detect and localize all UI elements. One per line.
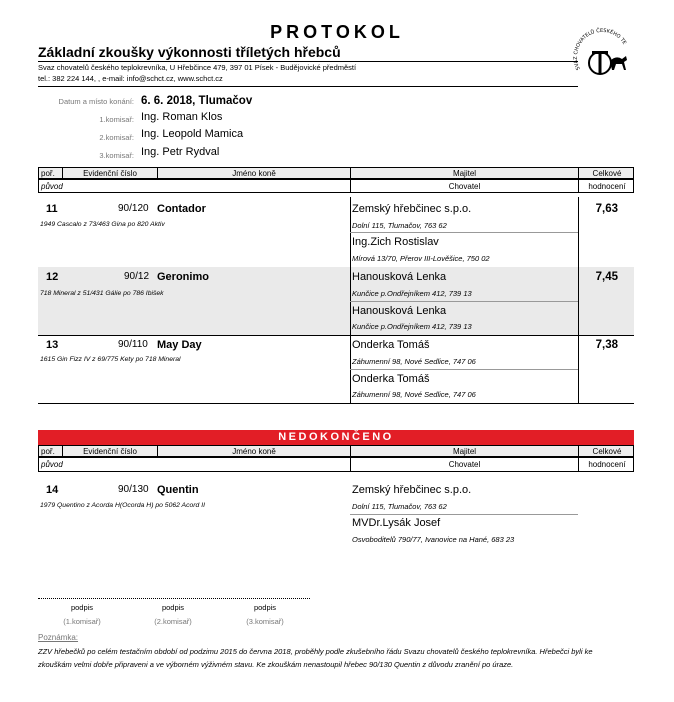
col-owner: Majitel (351, 446, 579, 456)
col-score-2: hodnocení (588, 460, 626, 469)
note-title: Poznámka: (38, 633, 79, 642)
pedigree: 1949 Cascalo z 73/463 Gina po 820 Aktiv (40, 221, 165, 228)
logo-text: SVAZ CHOVATELŮ ČESKÉHO TE (572, 27, 628, 71)
col-order: poř. (39, 168, 63, 178)
owner-address: Dolní 115, Tlumačov, 763 62 (352, 502, 447, 511)
entry-reg: 90/110 (118, 339, 148, 350)
commissioner-name-1: Ing. Roman Klos (141, 111, 223, 123)
pedigree: 1615 Gin Fizz IV z 69/775 Kety po 718 Mineral (40, 356, 181, 363)
entry-reg: 90/120 (118, 203, 149, 214)
entry-reg: 90/12 (124, 271, 150, 282)
signature-role-2: (2.komisař) (154, 617, 192, 626)
breeder-name: MVDr.Lysák Josef (352, 517, 441, 529)
col-name: Jméno koně (158, 446, 351, 456)
col-origin: původ (39, 458, 351, 471)
row-separator (350, 514, 578, 515)
table-header-2 (38, 445, 634, 472)
col-breeder: Chovatel (351, 458, 579, 471)
table-header (38, 167, 634, 193)
page-title: PROTOKOL (270, 22, 404, 42)
col-breeder: Chovatel (351, 180, 579, 192)
breeder-name: Ing.Zich Rostislav (352, 236, 439, 248)
date-value: 6. 6. 2018, Tlumačov (141, 95, 253, 107)
unfinished-banner: NEDOKONČENO (38, 430, 634, 445)
col-score-1: Celkové (592, 447, 622, 456)
row-separator (350, 369, 578, 370)
breeder-address: Kunčice p.Ondřejníkem 412, 739 13 (352, 322, 472, 331)
pedigree: 1979 Quentino z Acorda H(Ocorda H) po 5062 Acord II (40, 502, 205, 509)
pedigree: 718 Mineral z 51/431 Gálie po 786 Ibišek (40, 290, 164, 297)
table-row (38, 476, 634, 548)
header-rule (38, 61, 578, 62)
score: 7,63 (595, 203, 618, 215)
col-score-2: hodnocení (588, 182, 626, 191)
horse-name: Geronimo (157, 271, 209, 283)
owner-name: Hanousková Lenka (352, 271, 447, 283)
owner-name: Zemský hřebčinec s.p.o. (352, 203, 472, 215)
entry-order: 14 (46, 484, 59, 496)
commissioner-name-3: Ing. Petr Rydval (141, 146, 220, 158)
owner-address: Kunčice p.Ondřejníkem 412, 739 13 (352, 289, 472, 298)
org-address: Svaz chovatelů českého teplokrevníka, U Hřebčince 479, 397 01 Písek - Budějovické předměstí (38, 63, 357, 72)
score: 7,38 (595, 339, 618, 351)
entry-order: 13 (46, 339, 59, 351)
breeder-address: Mírová 13/70, Přerov III-Lověšice, 750 02 (352, 254, 490, 263)
page-subtitle: Základní zkoušky výkonnosti tříletých hřebců (38, 44, 341, 60)
horse-name: Contador (157, 203, 206, 215)
breeder-name: Hanousková Lenka (352, 305, 447, 317)
signature-label-2: podpis (161, 603, 185, 612)
signature-role-3: (3.komisař) (246, 617, 284, 626)
schct-logo-icon (570, 25, 634, 89)
signature-role-1: (1.komisař) (63, 617, 101, 626)
col-owner: Majitel (351, 168, 579, 178)
commissioner-label-1: 1.komisař: (99, 115, 134, 124)
score: 7,45 (595, 271, 618, 283)
breeder-address: Záhumenní 98, Nové Sedlice, 747 06 (352, 390, 476, 399)
commissioner-name-2: Ing. Leopold Mamica (141, 128, 244, 140)
signature-label-1: podpis (70, 603, 94, 612)
col-name: Jméno koně (158, 168, 351, 178)
owner-address: Záhumenní 98, Nové Sedlice, 747 06 (352, 357, 476, 366)
col-reg: Evidenční číslo (63, 446, 158, 456)
row-separator (350, 232, 578, 233)
note-text: ZZV hřebečků po celém testačním období od podzimu 2015 do června 2018, proběhly podle zkušebního řádu Svazu chovatelů českého teplokrevníka. Hřebečci byli ke zkouškám velmi dobře připraveni a ve výborném výživném stavu. Ke zkouškám nenastoupil hřebec 90/130 Quentin z důvodu zranění po úraze. (38, 647, 593, 669)
horse-name: Quentin (157, 484, 199, 496)
breeder-address: Osvoboditelů 790/77, Ivanovice na Hané, 683 23 (352, 535, 515, 544)
table-row (38, 267, 634, 336)
table-row (38, 335, 634, 404)
entry-order: 12 (46, 271, 59, 283)
commissioner-label-2: 2.komisař: (99, 133, 134, 142)
signature-label-3: podpis (253, 603, 277, 612)
col-reg: Evidenční číslo (63, 168, 158, 178)
table-row (38, 197, 634, 268)
header-rule-2 (38, 86, 578, 87)
entry-reg: 90/130 (118, 484, 149, 495)
horse-name: May Day (157, 339, 202, 351)
date-label: Datum a místo konání: (58, 97, 134, 106)
col-order: poř. (39, 446, 63, 456)
entry-order: 11 (46, 203, 58, 215)
col-origin: původ (39, 180, 351, 192)
row-separator (350, 301, 578, 302)
owner-address: Dolní 115, Tlumačov, 763 62 (352, 221, 447, 230)
owner-name: Onderka Tomáš (352, 339, 430, 351)
col-score-1: Celkové (592, 169, 622, 178)
signature-line (38, 598, 310, 599)
org-contact: tel.: 382 224 144, , e-mail: info@schct.cz, www.schct.cz (38, 74, 223, 83)
commissioner-label-3: 3.komisař: (99, 151, 134, 160)
breeder-name: Onderka Tomáš (352, 373, 430, 385)
owner-name: Zemský hřebčinec s.p.o. (352, 484, 472, 496)
